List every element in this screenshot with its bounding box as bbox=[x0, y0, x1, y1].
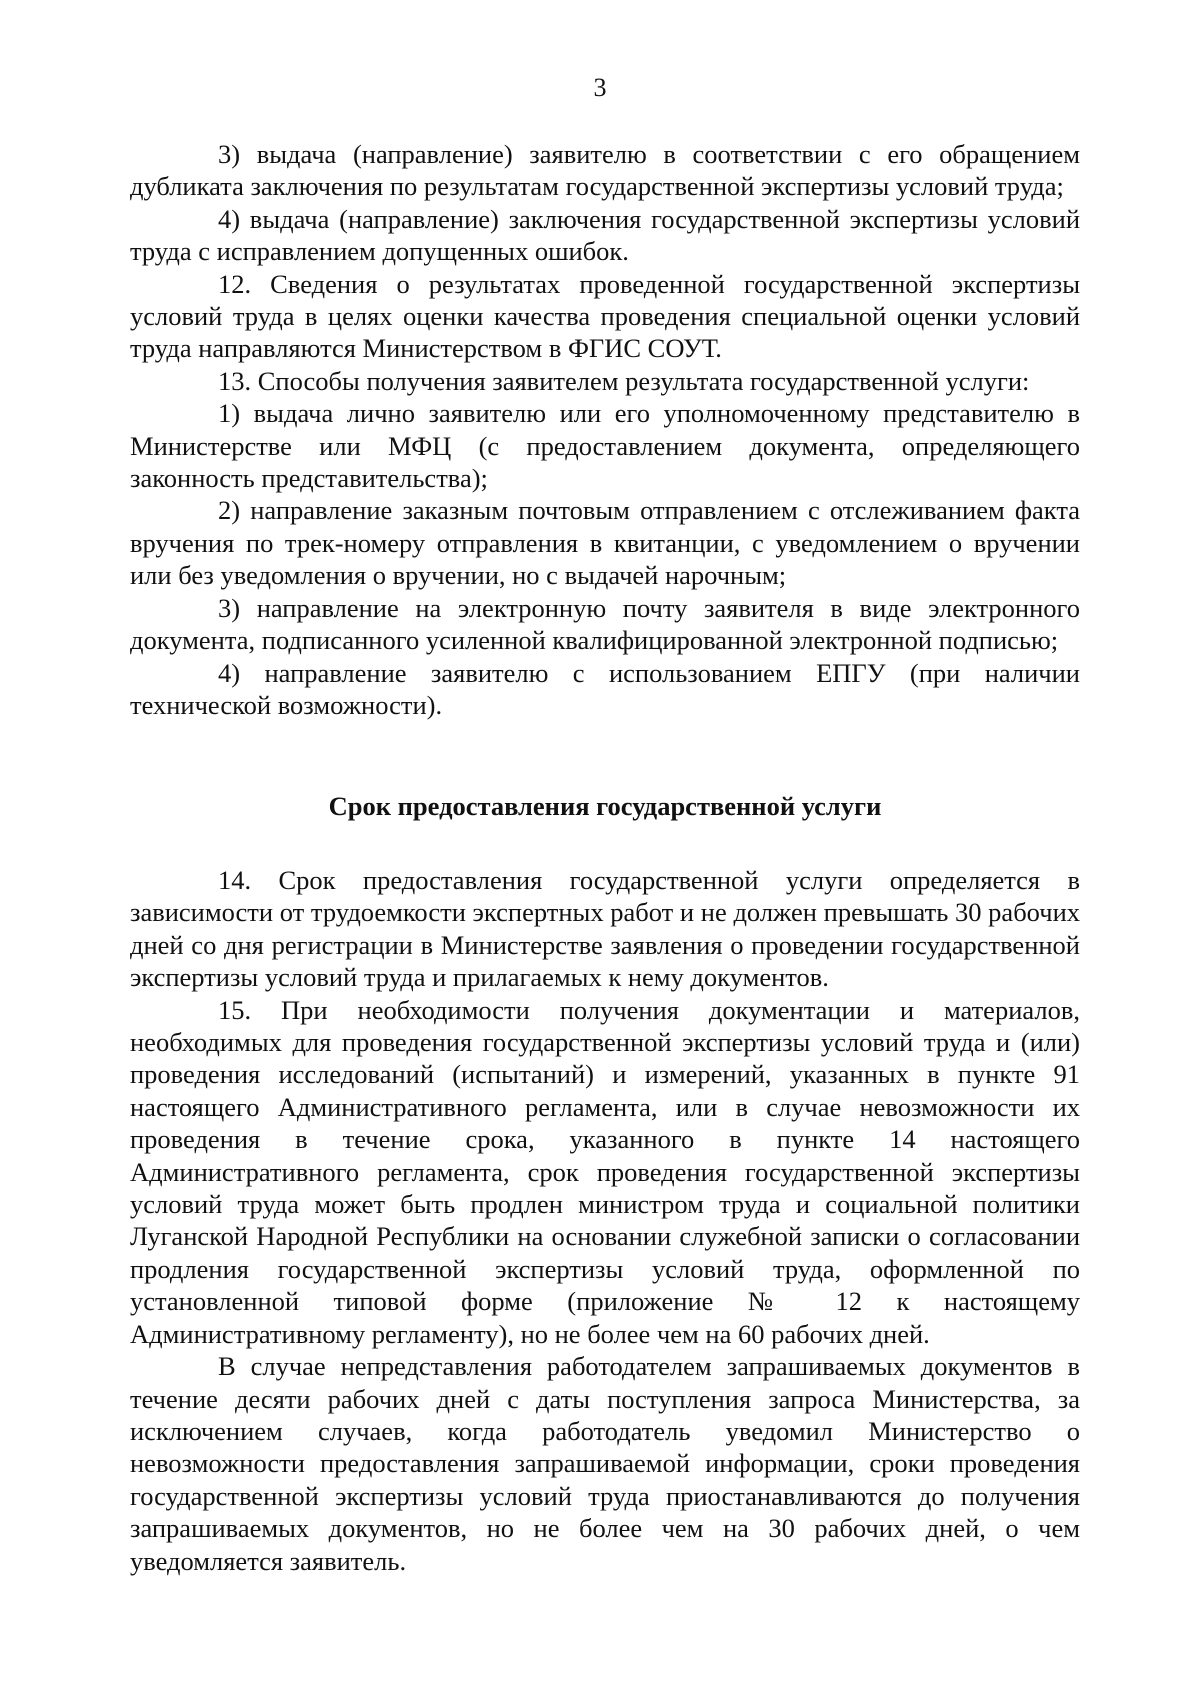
section-service-term bbox=[130, 864, 1080, 1577]
paragraph-13: 13. Способы получения заявителем результата государственной услуги: bbox=[218, 365, 1030, 396]
paragraph-14: 14. Срок предоставления государственной услуги определяется в зависимости от трудоемкости экспертных работ и не должен превышать 30 рабочих дней со дня регистрации в Министерстве заявления о проведении государственной экспертизы условий труда и прилагаемых к нему документов. bbox=[130, 865, 1080, 993]
paragraph-12: 12. Сведения о результатах проведенной государственной экспертизы условий труда в целях оценки качества проведения специальной оценки условий труда направляются Министерством в ФГИС СОУТ. bbox=[130, 268, 1080, 364]
paragraph-13-item-2: 2) направление заказным почтовым отправлением с отслеживанием факта вручения по трек-номеру отправления в квитанции, с уведомлением о вручении или без уведомления о вручении, но с выдачей нарочным; bbox=[130, 495, 1080, 591]
paragraph-13-item-3: 3) направление на электронную почту заявителя в виде электронного документа, подписанного усиленной квалифицированной электронной подписью; bbox=[130, 592, 1080, 656]
section-heading: Срок предоставления государственной услуги bbox=[328, 791, 882, 821]
paragraph-13-item-4: 4) направление заявителю с использованием ЕПГУ (при наличии технической возможности). bbox=[130, 657, 1080, 720]
paragraph-15-continuation: В случае непредставления работодателем запрашиваемых документов в течение десяти рабочих дней с даты поступления запроса Министерства, за исключением случаев, когда работодатель уведомил Министерство о невозможности предоставления запрашиваемой информации, сроки проведения государственной экспертизы условий труда приостанавливаются до получения запрашиваемых документов, но не более чем на 30 рабочих дней, о чем уведомляется заявитель. bbox=[130, 1351, 1080, 1576]
paragraph-13-item-1: 1) выдача лично заявителю или его уполномоченному представителю в Министерстве или МФЦ (с предоставлением документа, определяющего законность представительства); bbox=[130, 398, 1080, 494]
paragraph-15: 15. При необходимости получения документации и материалов, необходимых для проведения государственной экспертизы условий труда и (или) проведения исследований (испытаний) и измерений, указанных в пункте 91 настоящего Административного регламента, или в случае невозможности их проведения в течение срока, указанного в пункте 14 настоящего Административного регламента, срок проведения государственной экспертизы условий труда может быть продлен министром труда и социальной политики Луганской Народной Республики на основании служебной записки о согласовании продления государственной экспертизы условий труда, оформленной по установленной типовой форме (приложение № 12 к настоящему Административному регламенту), но не более чем на 60 рабочих дней. bbox=[130, 994, 1080, 1349]
section-results-delivery bbox=[130, 138, 1080, 721]
paragraph-item-4: 4) выдача (направление) заключения государственной экспертизы условий труда с исправлением допущенных ошибок. bbox=[130, 203, 1080, 267]
page-number: 3 bbox=[593, 73, 607, 102]
paragraph-item-3: 3) выдача (направление) заявителю в соответствии с его обращением дубликата заключения по результатам государственной экспертизы условий труда; bbox=[130, 139, 1080, 202]
